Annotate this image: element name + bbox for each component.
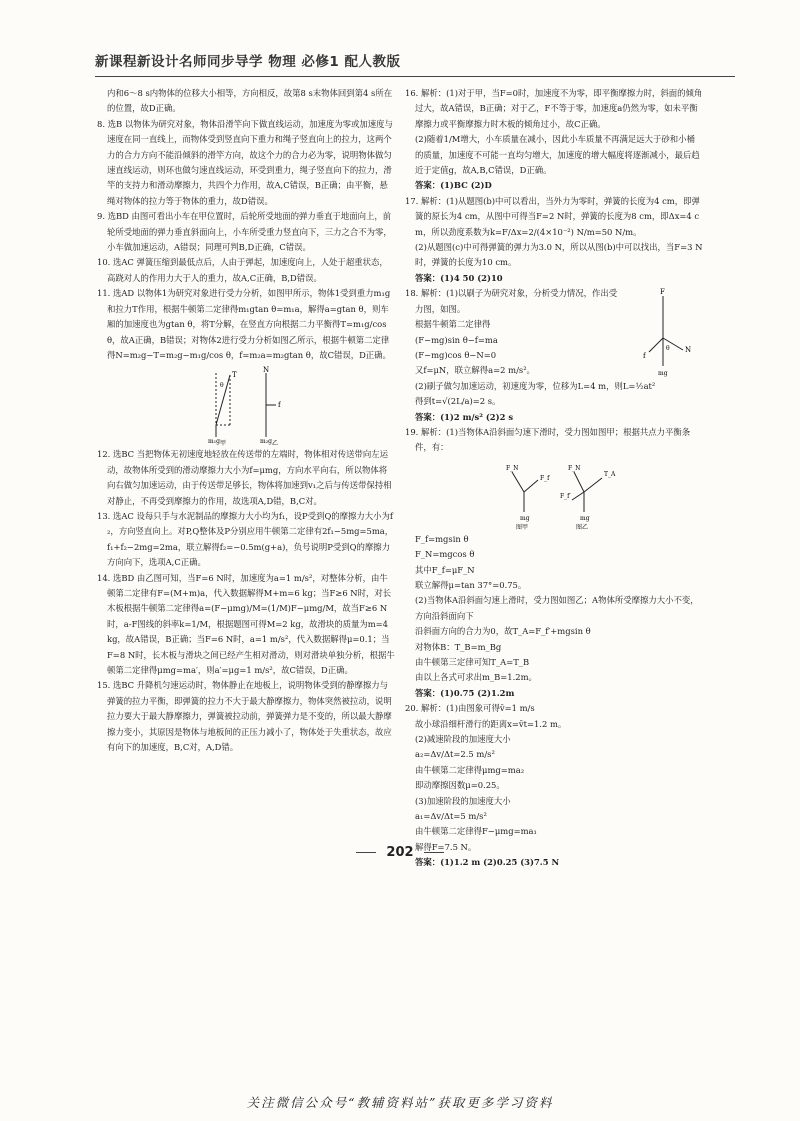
fig19-Ff-label: F_f (540, 474, 550, 482)
fig11-f-label: f (278, 401, 281, 410)
fig19-FN-label-2: F_N (568, 464, 581, 472)
answer-19-line2: F_N=mgcos θ (415, 549, 475, 560)
fig19-caption-yi: 图乙 (576, 523, 589, 531)
figure-q19-force-diagrams (484, 458, 624, 530)
fig19-Ff-prime-label: F_f′ (560, 492, 571, 500)
fig19-caption-jia: 图甲 (516, 523, 529, 531)
fig18-theta-label: θ (666, 345, 670, 353)
answer-14: 14. 选BD 由乙图可知，当F=6 N时，加速度为a=1 m/s²，对整体分析，由牛顿第二定律有F=(M+m)a，代入数据解得M+m=6 kg；当F≥6 N时，对长木板根据牛顿第二定律得a=(F−μmg)/M=(1/M)F−μmg/M，故当F≥6 N时，a-F图线的斜率k=1/M，根据题图可得M=2 kg，故滑块的质量为m=4 kg，故A错误，B正确；当F=6 N时，a=1 m/s²，代入数据解得μ=0.1；当F=8 N时，长木板与滑块之间已经产生相对滑动，则对滑块单独分析，根据牛顿第二定律得μmg=ma′，则a′=μg=1 m/s²，故C错误，D正确。 (97, 572, 395, 675)
answer-20-line10: 解得F=7.5 N。 (415, 841, 477, 852)
fig11-T-label: T (232, 371, 237, 380)
answer-19-line4: 联立解得μ=tan 37°=0.75。 (415, 579, 527, 590)
answer-18-block (405, 286, 703, 409)
answer-16-part1: 16. 解析：(1)对于甲，当F=0时，加速度不为零，即平衡摩擦力时，斜面的倾角过大，故A错误，B正确；对于乙，F不等于零，加速度a仍然为零，如未平衡摩擦力或平衡摩擦力时木板的倾角过小，故C正确。 (405, 88, 703, 129)
answer-20-line5: 由牛顿第二定律得μmg=ma₂ (415, 764, 525, 775)
answer-18-line3: (F−mg)sin θ−f=ma (415, 334, 498, 345)
answer-20-line7: (3)加速阶段的加速度大小 (415, 795, 511, 806)
page-number-row (0, 845, 800, 860)
answer-18-line7: 得到t=√(2L/a)=2 s。 (415, 396, 501, 407)
page-number-rule-left (356, 852, 376, 853)
figure-q11-force-diagram (186, 365, 306, 448)
page-number-rule-right (424, 852, 444, 853)
answer-8: 8. 选B 以物体为研究对象，物体沿滑竿向下做直线运动，加速度为零或加速度与速度在同一直线上，而物体受到竖直向下重力和绳子竖直向上的拉力，这两个力的合力方向不能沿倾斜的滑竿方向，故这个力的合力必为零，说明物体做匀速直线运动，则环也做匀速直线运动，环受到重力，绳子竖直向下的拉力，滑竿的支持力和滑动摩擦力，共四个力作用，故A,C错误，B正确；由平衡，悬绳对物体的拉力等于物体的重力，故D错误。 (97, 118, 393, 206)
fig18-mg-label: mg (658, 370, 668, 378)
answer-19-intro: 19. 解析：(1)当物体A沿斜面匀速下滑时，受力图如图甲；根据共点力平衡条件，有： (405, 426, 691, 453)
page-number: 202 (386, 845, 414, 860)
answer-15: 15. 选BC 升降机匀速运动时，物体静止在地板上，说明物体受到的静摩擦力与弹簧的拉力平衡，即弹簧的拉力不大于最大静摩擦力，物体突然被拉动，说明拉力要大于最大静摩擦力，弹簧被拉动前，弹簧弹力是不变的，所以最大静摩擦力变小，其原因是物体与地板间的正压力减小了，物体处于失重状态，故应有向下的加速度，B,C对，A,D错。 (97, 680, 392, 753)
answer-19-line6: 沿斜面方向的合力为0，故T_A=F_f′+mgsin θ (415, 626, 591, 637)
fig11-theta-label: θ (220, 382, 224, 390)
answer-18-line1: 18. 解析：(1)以刷子为研究对象，分析受力情况，作出受力图，如图。 (405, 288, 618, 314)
answer-18-line2: 根据牛顿第二定律得 (415, 319, 491, 330)
fig19-TA-label: T_A (604, 470, 616, 478)
left-column (97, 86, 395, 834)
answer-7-continued: 内和6～8 s内物体的位移大小相等，方向相反，故第8 s末物体回到第4 s所在的位置，故D正确。 (107, 88, 393, 114)
right-column (405, 86, 703, 868)
answer-20-line6: 即动摩擦因数μ=0.25。 (415, 780, 505, 791)
answer-10: 10. 选AC 弹簧压缩到最低点后，人由于弹起，加速度向上，人处于超重状态，高跷对人的作用力大于人的重力，故A,C正确，B,D错误。 (97, 257, 388, 283)
fig18-F-label: F (660, 288, 665, 297)
fig11-m2g-label: m₂g (260, 438, 272, 446)
answer-13: 13. 选AC 设每只手与水泥制品的摩擦力大小均为f₁，设P受到Q的摩擦力大小为f₂，方向竖直向上。对P,Q整体及P分别应用牛顿第二定律有2f₁−5mg=5ma，f₁+f₂−2mg=2ma，联立解得f₂=−0.5m(g+a)，负号说明P受到Q的摩擦力方向向下，选项A,C正确。 (97, 510, 394, 568)
fig11-caption-yi: 乙 (272, 440, 279, 448)
answer-17-part1: 17. 解析：(1)从题图(b)中可以看出，当外力为零时，弹簧的长度为4 cm，即弹簧的原长为4 cm，从图中可得当F=2 N时，弹簧的长度为8 cm，即Δx=4 cm，所以劲度系数为k=F/Δx=2/(4×10⁻²) N/m=50 N/m。 (405, 195, 700, 237)
answer-20-line1: 20. 解析：(1)由图象可得v̄=1 m/s (405, 703, 535, 714)
answer-18-line4: (F−mg)cos θ−N=0 (415, 349, 497, 360)
answer-19-line3: 其中F_f=μF_N (415, 564, 475, 575)
answer-19-line7: 对物体B：T_B=m_Bg (415, 641, 502, 652)
answer-11: 11. 选AD 以物体1为研究对象进行受力分析，如图甲所示，物体1受到重力m₁g和拉力T作用，根据牛顿第二定律得m₁gtan θ=m₁a，解得a=gtan θ，则车厢的加速度也为gtan θ，将T分解，在竖直方向根据二力平衡得T=m₁g/cos θ，故A正确，B错误；对物体2进行受力分析如图乙所示，根据牛顿第二定律得N=m₂g−T=m₂g−m₁g/cos θ，f=m₂a=m₂gtan θ，故C错误，D正确。 (97, 288, 391, 360)
fig19-mg-label-1: mg (520, 514, 530, 522)
fig18-N-label: N (685, 346, 692, 355)
answer-9: 9. 选BD 由图可看出小车在甲位置时，后轮所受地面的弹力垂直于地面向上，前轮所受地面的弹力垂直斜面向上，小车所受重力竖直向下，三力之合不为零，小车做加速运动，A错误；同理可判B,D正确，C错误。 (97, 211, 392, 253)
answer-17-part2: (2)从题图(c)中可得弹簧的弹力为3.0 N，所以从图(b)中可以找出，当F=3 N时，弹簧的长度为10 cm。 (415, 242, 703, 268)
answer-20-line2: 故小球沿细杆滑行的距离x=v̄t=1.2 m。 (415, 718, 567, 729)
answer-18-result: 答案：(1)2 m/s² (2)2 s (415, 411, 514, 422)
answer-19-line1: F_f=mgsin θ (415, 533, 469, 544)
answer-19-line9: 由以上各式可求出m_B=1.2m。 (415, 672, 537, 683)
answer-17-result: 答案：(1)4 50 (2)10 (415, 272, 503, 283)
figure-q18-force-diagram (623, 286, 703, 376)
fig11-m1g-label: m₁g (208, 438, 220, 446)
fig19-mg-label-2: mg (580, 514, 590, 522)
fig11-caption-jia: 甲 (220, 440, 227, 448)
answer-20-line9: 由牛顿第二定律得F−μmg=ma₁ (415, 826, 537, 837)
answer-18-line5: 又f=μN，联立解得a=2 m/s²。 (415, 365, 535, 376)
answer-19-result: 答案：(1)0.75 (2)1.2m (415, 687, 515, 698)
footer-promo-text: 关注微信公众号“教辅资料站”获取更多学习资料 (246, 1095, 554, 1110)
answer-16-part2: (2)随着1/M增大，小车质量在减小，因此小车质量不再满足远大于砂和小桶的质量，加速度不可能一直均匀增大，加速度的增大幅度将逐渐减小，最后趋近于定值g，故A,B,C错误，D正确。 (415, 134, 700, 176)
answer-16-result: 答案：(1)BC (2)D (415, 180, 492, 191)
answer-19-line8: 由牛顿第三定律可知T_A=T_B (415, 657, 530, 667)
answer-12: 12. 选BC 当把物体无初速度地轻放在传送带的左端时，物体相对传送带向左运动，故物体所受到的滑动摩擦力大小为f=μmg，方向水平向右，所以物体将向右做匀加速运动，由于传送带足够长，物体将加速到v₁之后与传送带保持相对静止，不再受到摩擦力的作用，故选项A,D错，B,C对。 (97, 449, 392, 506)
answer-20-result: 答案：(1)1.2 m (2)0.25 (3)7.5 N (415, 857, 560, 868)
answer-19-line5: (2)当物体A沿斜面匀速上滑时，受力图如图乙；A物体所受摩擦力大小不变，方向沿斜面向下 (415, 595, 699, 621)
fig18-f-label: f (643, 352, 646, 361)
fig19-FN-label-1: F_N (506, 464, 519, 472)
answer-20-line3: (2)减速阶段的加速度大小 (415, 734, 511, 745)
answer-20-line4: a₂=Δv/Δt=2.5 m/s² (415, 749, 495, 760)
running-header: 新课程新设计名师同步导学 物理 必修1 配人教版 (95, 50, 735, 77)
answer-18-line6: (2)刷子做匀加速运动，初速度为零，位移为L=4 m，则L=½at² (415, 380, 656, 391)
answer-20-line8: a₁=Δv/Δt=5 m/s² (415, 811, 487, 822)
fig11-N-label: N (263, 366, 270, 375)
